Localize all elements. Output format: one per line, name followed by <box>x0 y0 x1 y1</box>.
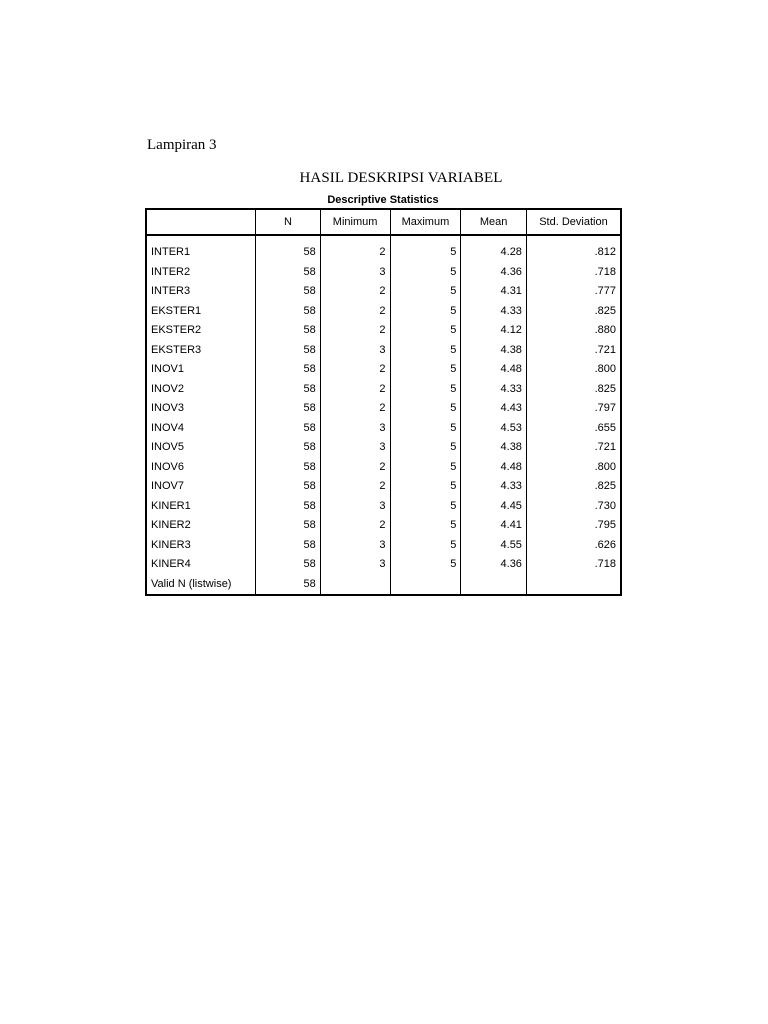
row-label: INOV1 <box>146 360 256 380</box>
cell-minimum: 2 <box>320 457 390 477</box>
cell-maximum: 5 <box>390 360 461 380</box>
cell-maximum: 5 <box>390 340 461 360</box>
cell-minimum: 3 <box>320 535 390 555</box>
header-std-deviation: Std. Deviation <box>526 209 621 235</box>
row-label: INOV5 <box>146 438 256 458</box>
row-label: Valid N (listwise) <box>146 574 256 595</box>
cell-n: 58 <box>256 340 320 360</box>
row-label: KINER1 <box>146 496 256 516</box>
cell-minimum: 3 <box>320 555 390 575</box>
cell-mean: 4.55 <box>461 535 527 555</box>
row-label: KINER2 <box>146 516 256 536</box>
cell-std-deviation: .730 <box>526 496 621 516</box>
table-row <box>146 418 621 438</box>
cell-std-deviation <box>526 574 621 595</box>
cell-minimum: 2 <box>320 516 390 536</box>
cell-n: 58 <box>256 516 320 536</box>
cell-std-deviation: .626 <box>526 535 621 555</box>
cell-std-deviation: .812 <box>526 235 621 262</box>
cell-maximum: 5 <box>390 235 461 262</box>
row-label: KINER4 <box>146 555 256 575</box>
cell-n: 58 <box>256 282 320 302</box>
cell-std-deviation: .825 <box>526 477 621 497</box>
cell-mean <box>461 574 527 595</box>
table-row <box>146 262 621 282</box>
cell-maximum: 5 <box>390 262 461 282</box>
cell-n: 58 <box>256 535 320 555</box>
cell-maximum: 5 <box>390 399 461 419</box>
cell-mean: 4.45 <box>461 496 527 516</box>
cell-mean: 4.41 <box>461 516 527 536</box>
cell-std-deviation: .721 <box>526 438 621 458</box>
cell-n: 58 <box>256 477 320 497</box>
table-row <box>146 555 621 575</box>
cell-maximum: 5 <box>390 457 461 477</box>
table-row <box>146 535 621 555</box>
cell-n: 58 <box>256 321 320 341</box>
cell-n: 58 <box>256 457 320 477</box>
table-row <box>146 438 621 458</box>
cell-std-deviation: .795 <box>526 516 621 536</box>
cell-std-deviation: .800 <box>526 360 621 380</box>
header-n: N <box>256 209 320 235</box>
cell-n: 58 <box>256 496 320 516</box>
cell-minimum: 3 <box>320 496 390 516</box>
cell-n: 58 <box>256 262 320 282</box>
cell-mean: 4.53 <box>461 418 527 438</box>
table-row <box>146 235 621 262</box>
cell-maximum: 5 <box>390 282 461 302</box>
cell-maximum <box>390 574 461 595</box>
cell-maximum: 5 <box>390 496 461 516</box>
cell-n: 58 <box>256 360 320 380</box>
row-label: KINER3 <box>146 535 256 555</box>
cell-mean: 4.33 <box>461 301 527 321</box>
row-label: INOV6 <box>146 457 256 477</box>
cell-maximum: 5 <box>390 438 461 458</box>
cell-maximum: 5 <box>390 555 461 575</box>
cell-maximum: 5 <box>390 418 461 438</box>
row-label: EKSTER2 <box>146 321 256 341</box>
row-label: INOV3 <box>146 399 256 419</box>
cell-mean: 4.48 <box>461 457 527 477</box>
cell-std-deviation: .718 <box>526 555 621 575</box>
cell-mean: 4.31 <box>461 282 527 302</box>
cell-n: 58 <box>256 235 320 262</box>
cell-minimum: 2 <box>320 301 390 321</box>
table-row <box>146 360 621 380</box>
cell-std-deviation: .880 <box>526 321 621 341</box>
cell-maximum: 5 <box>390 301 461 321</box>
cell-minimum: 2 <box>320 235 390 262</box>
table-row <box>146 516 621 536</box>
cell-n: 58 <box>256 418 320 438</box>
descriptive-statistics-table <box>145 208 622 596</box>
cell-mean: 4.48 <box>461 360 527 380</box>
table-row <box>146 496 621 516</box>
cell-minimum <box>320 574 390 595</box>
cell-std-deviation: .825 <box>526 301 621 321</box>
cell-n: 58 <box>256 555 320 575</box>
cell-minimum: 3 <box>320 262 390 282</box>
cell-n: 58 <box>256 438 320 458</box>
cell-mean: 4.43 <box>461 399 527 419</box>
cell-mean: 4.36 <box>461 262 527 282</box>
cell-n: 58 <box>256 399 320 419</box>
cell-std-deviation: .721 <box>526 340 621 360</box>
row-label: INOV2 <box>146 379 256 399</box>
cell-std-deviation: .777 <box>526 282 621 302</box>
header-maximum: Maximum <box>390 209 461 235</box>
cell-minimum: 2 <box>320 282 390 302</box>
table-row <box>146 321 621 341</box>
cell-n: 58 <box>256 574 320 595</box>
table-header-row <box>146 209 621 235</box>
cell-mean: 4.36 <box>461 555 527 575</box>
cell-std-deviation: .797 <box>526 399 621 419</box>
page-heading: HASIL DESKRIPSI VARIABEL <box>299 170 503 186</box>
table-body <box>146 235 621 595</box>
cell-std-deviation: .800 <box>526 457 621 477</box>
cell-maximum: 5 <box>390 535 461 555</box>
cell-mean: 4.38 <box>461 438 527 458</box>
cell-minimum: 3 <box>320 418 390 438</box>
row-label: INOV7 <box>146 477 256 497</box>
header-minimum: Minimum <box>320 209 390 235</box>
table-caption: Descriptive Statistics <box>327 194 439 206</box>
row-label: INTER3 <box>146 282 256 302</box>
table-row <box>146 457 621 477</box>
cell-n: 58 <box>256 301 320 321</box>
cell-mean: 4.33 <box>461 379 527 399</box>
cell-maximum: 5 <box>390 379 461 399</box>
cell-minimum: 2 <box>320 477 390 497</box>
cell-std-deviation: .718 <box>526 262 621 282</box>
cell-mean: 4.38 <box>461 340 527 360</box>
row-label: INTER1 <box>146 235 256 262</box>
row-label: INOV4 <box>146 418 256 438</box>
appendix-label: Lampiran 3 <box>147 137 217 153</box>
cell-minimum: 2 <box>320 360 390 380</box>
cell-minimum: 3 <box>320 340 390 360</box>
cell-minimum: 3 <box>320 438 390 458</box>
cell-maximum: 5 <box>390 321 461 341</box>
table-row <box>146 574 621 595</box>
cell-mean: 4.33 <box>461 477 527 497</box>
cell-minimum: 2 <box>320 399 390 419</box>
cell-mean: 4.28 <box>461 235 527 262</box>
row-label: EKSTER3 <box>146 340 256 360</box>
table-row <box>146 301 621 321</box>
table-row <box>146 477 621 497</box>
cell-minimum: 2 <box>320 321 390 341</box>
cell-minimum: 2 <box>320 379 390 399</box>
cell-std-deviation: .655 <box>526 418 621 438</box>
table-row <box>146 340 621 360</box>
table-row <box>146 399 621 419</box>
header-mean: Mean <box>461 209 527 235</box>
row-label: INTER2 <box>146 262 256 282</box>
table-row <box>146 379 621 399</box>
cell-n: 58 <box>256 379 320 399</box>
header-variable <box>146 209 256 235</box>
cell-maximum: 5 <box>390 516 461 536</box>
cell-mean: 4.12 <box>461 321 527 341</box>
row-label: EKSTER1 <box>146 301 256 321</box>
table-row <box>146 282 621 302</box>
cell-maximum: 5 <box>390 477 461 497</box>
cell-std-deviation: .825 <box>526 379 621 399</box>
